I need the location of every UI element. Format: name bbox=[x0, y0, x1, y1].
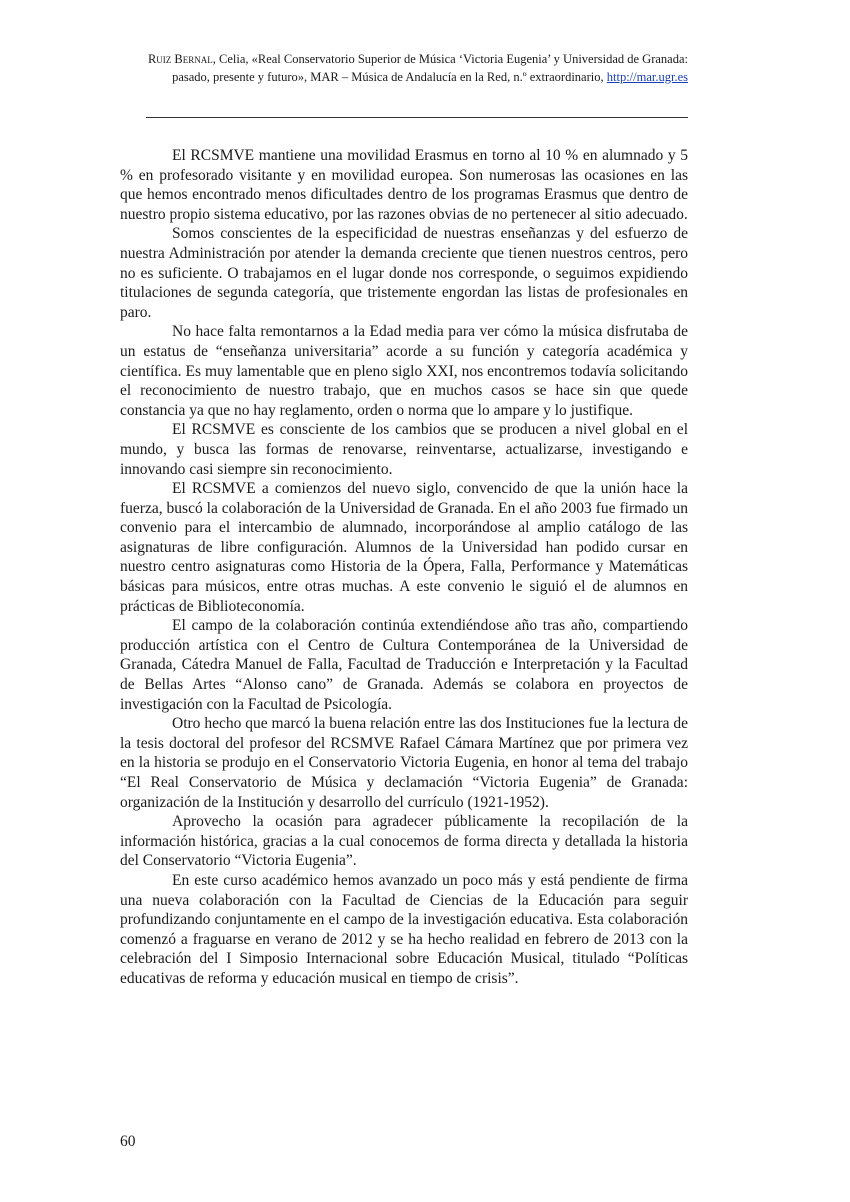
paragraph: El RCSMVE mantiene una movilidad Erasmus en torno al 10 % en alumnado y 5 % en profesorado visitante y en movilidad europea. Son numerosas las ocasiones en las que hemos encontrado menos dificultades dentro de los programas Erasmus que dentro de nuestro propio sistema educativo, por las razones obvias de no pertenecer al sitio adecuado. bbox=[120, 147, 688, 223]
paragraph: Somos conscientes de la especificidad de nuestras enseñanzas y del esfuerzo de nuestra Administración por atender la demanda creciente que tienen nuestros centros, pero no es suficiente. O trabajamos en el lugar donde nos corresponde, o seguimos expidiendo titulaciones de segunda categoría, que tristemente engordan las listas de profesionales en paro. bbox=[120, 225, 688, 321]
paragraph: El RCSMVE es consciente de los cambios que se producen a nivel global en el mundo, y busca las formas de renovarse, reinventarse, actualizarse, investigando e innovando casi siempre sin reconocimiento. bbox=[120, 421, 688, 478]
paragraph: El campo de la colaboración continúa extendiéndose año tras año, compartiendo producción artística con el Centro de Cultura Contemporánea de la Universidad de Granada, Cátedra Manuel de Falla, Facultad de Traducción e Interpretación y la Facultad de Bellas Artes “Alonso cano” de Granada. Además se colabora en proyectos de investigación con la Facultad de Psicología. bbox=[120, 617, 688, 713]
header-divider bbox=[146, 117, 688, 118]
paragraph: Aprovecho la ocasión para agradecer públicamente la recopilación de la información histórica, gracias a la cual conocemos de forma directa y detallada la historia del Conservatorio “Victoria Eugenia”. bbox=[120, 813, 688, 870]
page-number: 60 bbox=[120, 1133, 136, 1150]
paragraph: El RCSMVE a comienzos del nuevo siglo, convencido de que la unión hace la fuerza, buscó la colaboración de la Universidad de Granada. En el año 2003 fue firmado un convenio para el intercambio de alumnado, incorporándose al amplio catálogo de las asignaturas de libre configuración. Alumnos de la Universidad han podido cursar en nuestro centro asignaturas como Historia de la Ópera, Falla, Performance y Matemáticas básicas para músicos, entre otras muchas. A este convenio le siguió el de alumnos en prácticas de Biblioteconomía. bbox=[120, 480, 688, 615]
header-citation: , Celia, «Real Conservatorio Superior de Música ‘Victoria Eugenia’ y Universidad de Granada: pasado, presente y futuro», MAR – Música de Andalucía en la Red, n.º extraordinario, bbox=[172, 52, 688, 84]
paragraph: No hace falta remontarnos a la Edad media para ver cómo la música disfrutaba de un estatus de “enseñanza universitaria” acorde a su función y categoría académica y científica. Es muy lamentable que en pleno siglo XXI, nos encontremos todavía solicitando el reconocimiento de nuestro trabajo, que en muchos casos se hace sin que quede constancia ya que no hay reglamento, orden o norma que lo ampare y lo justifique. bbox=[120, 323, 688, 419]
running-header bbox=[120, 50, 688, 86]
paragraph: Otro hecho que marcó la buena relación entre las dos Instituciones fue la lectura de la tesis doctoral del profesor del RCSMVE Rafael Cámara Martínez que por primera vez en la historia se produjo en el Conservatorio Victoria Eugenia, en honor al tema del trabajo “El Real Conservatorio de Música y declamación “Victoria Eugenia” de Granada: organización de la Institución y desarrollo del currículo (1921-1952). bbox=[120, 715, 688, 811]
paragraph: En este curso académico hemos avanzado un poco más y está pendiente de firma una nueva colaboración con la Facultad de Ciencias de la Educación para seguir profundizando conjuntamente en el campo de la investigación educativa. Esta colaboración comenzó a fraguarse en verano de 2012 y se ha hecho realidad en febrero de 2013 con la celebración del I Simposio Internacional sobre Educación Musical, titulado “Políticas educativas de reforma y educación musical en tiempo de crisis”. bbox=[120, 871, 688, 987]
header-link[interactable]: http://mar.ugr.es bbox=[606, 70, 688, 84]
body-text bbox=[120, 146, 688, 989]
header-author: Ruiz Bernal bbox=[147, 52, 213, 66]
